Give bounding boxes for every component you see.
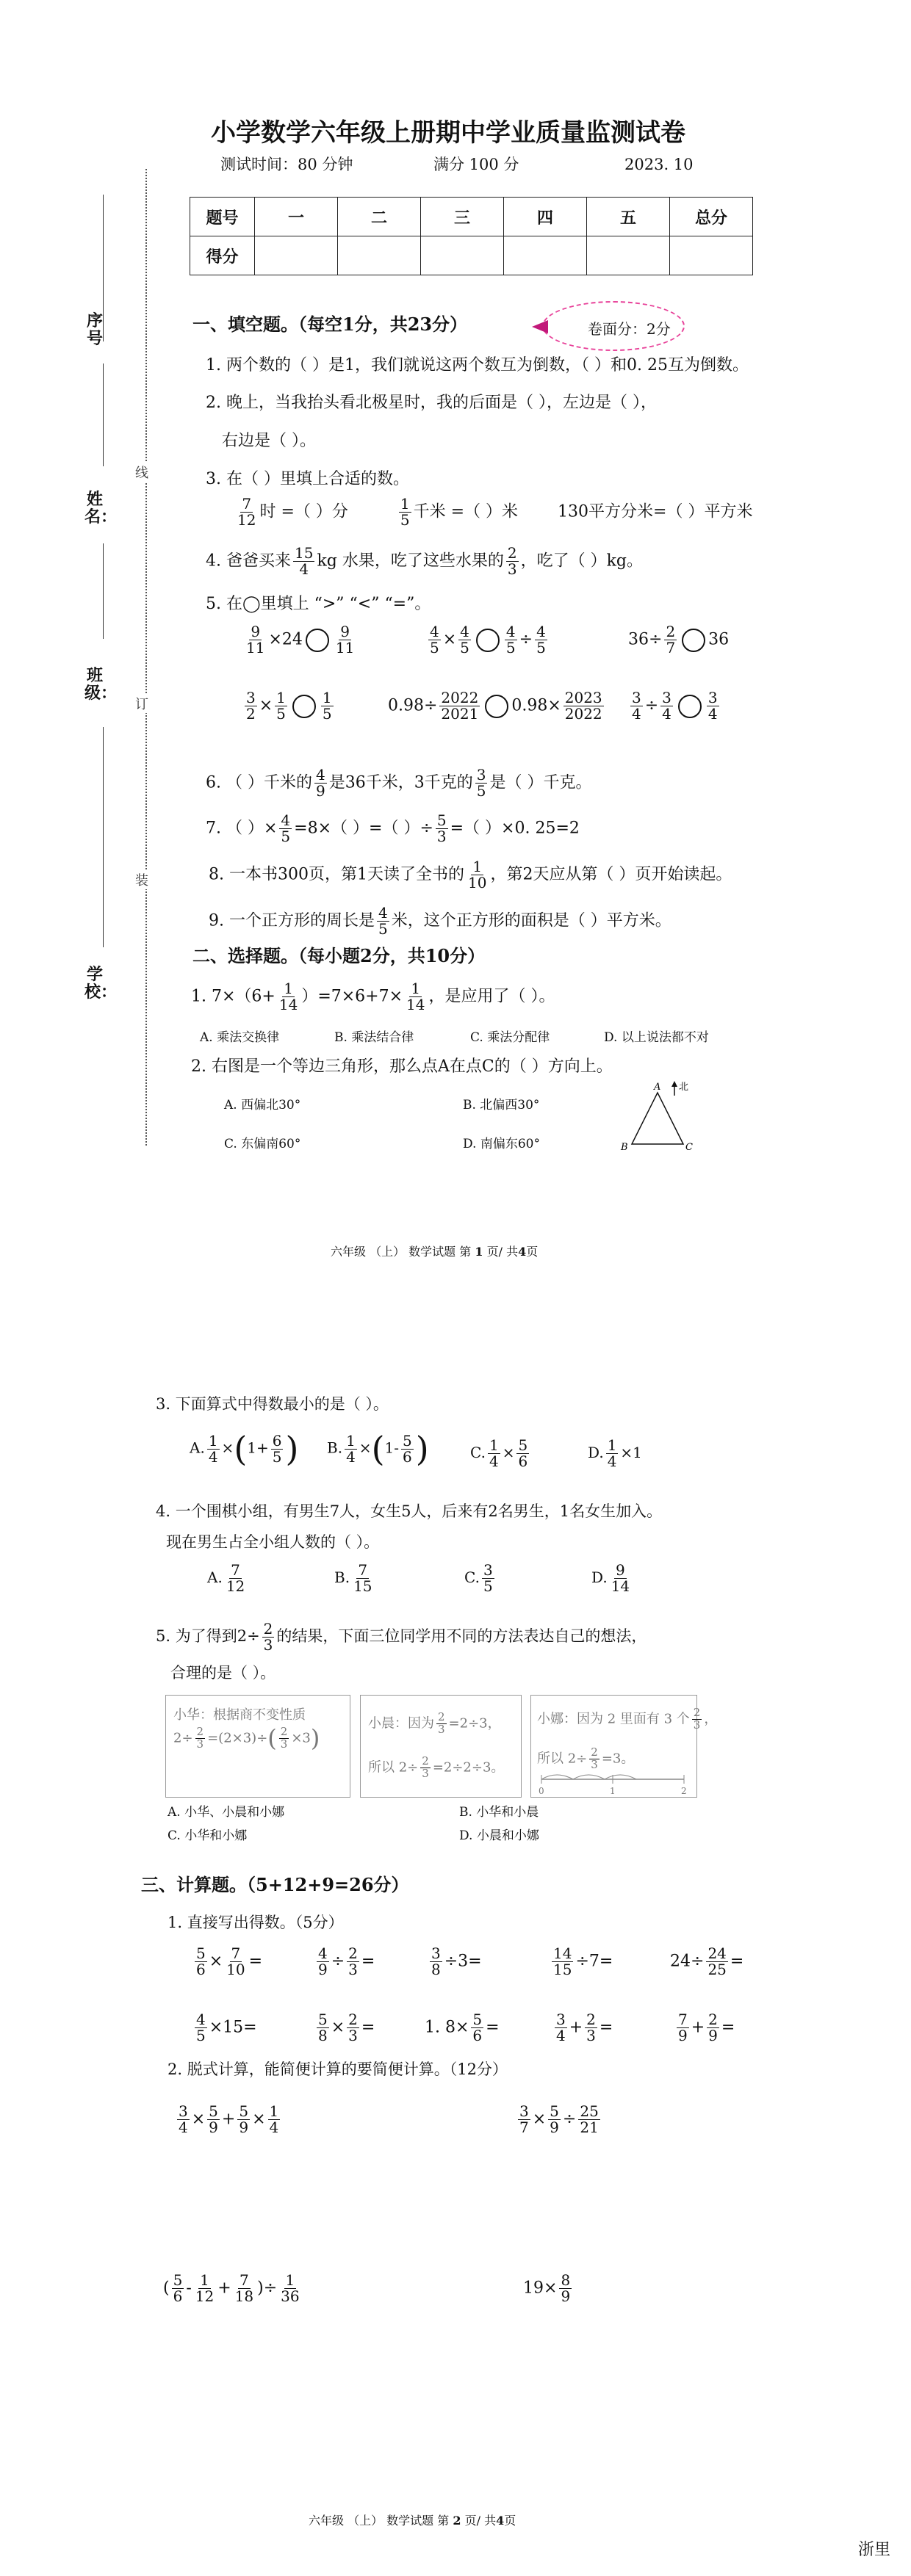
s2-question-2: 2. 右图是一个等边三角形，那么点A在点C的（ ）方向上。 <box>191 1057 613 1076</box>
compare-circle[interactable] <box>476 629 500 652</box>
s1-question-4: 4. 爸爸买来 $\frac{15}{4}$ kg 水果，吃了这些水果的 $\frac{2}{3}$ ，吃了（ ）kg。 <box>206 544 644 578</box>
score-header-cell: 题号 <box>190 198 255 236</box>
tick-label-0: 0 <box>539 1786 544 1795</box>
calc-3: $\frac{3}{8}$ ÷3= <box>431 1944 482 1978</box>
section3-title: 三、计算题。（5+12+9=26分） <box>141 1874 409 1895</box>
point-a-label: A <box>654 1082 661 1093</box>
s2-q1-option[interactable]: C. 乘法分配律 <box>470 1030 550 1045</box>
panel-xiaohua-line1: 小华：根据商不变性质 <box>173 1707 306 1723</box>
calc-5: 24÷ $\frac{24}{25}$ = <box>670 1944 744 1978</box>
s2-q1-option[interactable]: A. 乘法交换律 <box>200 1030 280 1045</box>
s1-question-8: 8. 一本书300页，第1天读了全书的 $\frac{1}{10}$ ，第2天应从第（ ）页开始读起。 <box>209 858 732 891</box>
step-calc-4: 19× $\frac{8}{9}$ <box>523 2271 571 2305</box>
s2-q5-option[interactable]: D. 小晨和小娜 <box>459 1828 539 1843</box>
point-c-label: C <box>685 1142 693 1153</box>
calc-1: $\frac{5}{6}$ × $\frac{7}{10}$ = <box>196 1944 263 1978</box>
compare-circle[interactable] <box>678 695 702 718</box>
score-table <box>190 197 753 275</box>
score-input-cell[interactable] <box>504 236 587 275</box>
ding-mark: 订 <box>135 694 148 713</box>
score-table-header-row <box>190 198 753 236</box>
s1-question-6: 6. （ ）千米的 $\frac{4}{9}$ 是36千米，3千克的 $\frac{3}{5}$ 是（ ）千克。 <box>206 766 592 800</box>
north-arrowhead-icon <box>671 1081 677 1087</box>
s1-question-3-items: $\frac{7}{12}$ 时 =（ ）分 $\frac{1}{5}$ 千米 =（ ）米 130平方分米=（ ）平方米 <box>237 495 753 529</box>
marker-pointer-icon <box>532 320 548 333</box>
s2-q5-option[interactable]: B. 小华和小晨 <box>459 1805 539 1820</box>
score-row-label: 得分 <box>190 236 255 275</box>
class-label: 班级： <box>84 666 118 703</box>
test-date: 2023. 10 <box>624 156 694 173</box>
compare-6: $\frac{3}{4}$ ÷ $\frac{3}{4}$ $\frac{3}{4}$ <box>632 689 718 723</box>
s2-question-1: 1. 7×（6+ $\frac{1}{14}$ ）=7×6+7× $\frac{1}{14}$ ，是应用了（ ）。 <box>191 980 555 1013</box>
page-title: 小学数学六年级上册期中学业质量监测试卷 <box>211 118 685 148</box>
panel-xiaohua <box>165 1695 350 1798</box>
s1-question-7: 7. （ ）× $\frac{4}{5}$ =8×（ ）=（ ）÷ $\frac{5}{3}$ =（ ）×0. 25=2 <box>206 811 580 845</box>
triangle-shape <box>632 1093 683 1144</box>
s2-q2-option[interactable]: C. 东偏南60° <box>224 1137 301 1151</box>
s2-q5-option[interactable]: A. 小华、小晨和小娜 <box>168 1805 285 1820</box>
school-line <box>103 727 104 947</box>
score-input-cell[interactable] <box>421 236 504 275</box>
s2-q2-option[interactable]: D. 南偏东60° <box>463 1137 540 1151</box>
panel-xiaona-line2: 所以 2÷ $\frac{2}{3}$ =3。 <box>537 1745 635 1771</box>
s2-q3-option-a[interactable]: A. $\frac{1}{4}$ ×(1+ $\frac{6}{5}$ ) <box>190 1429 299 1469</box>
s2-question-4b: 现在男生占全小组人数的（ ）。 <box>166 1533 380 1551</box>
s2-q4-option[interactable]: D. $\frac{9}{14}$ <box>591 1561 630 1595</box>
binding-dotted-line <box>145 169 147 1146</box>
compare-1: $\frac{9}{11}$ ×24 $\frac{9}{11}$ <box>246 623 355 656</box>
panel-xiaona <box>530 1695 718 1798</box>
s2-q3-option-b[interactable]: B. $\frac{1}{4}$ ×(1- $\frac{5}{6}$ ) <box>327 1429 429 1469</box>
page1-footer: 六年级 （上） 数学试题 第 1 页/ 共4页 <box>331 1245 539 1259</box>
compare-circle[interactable] <box>682 629 705 652</box>
panel-xiaohua-line2: 2÷ $\frac{2}{3}$ =(2×3)÷( $\frac{2}{3}$ ×3) <box>173 1724 320 1753</box>
s1-question-2a: 2. 晚上，当我抬头看北极星时，我的后面是（ ），左边是（ ）， <box>206 394 657 412</box>
test-time: 测试时间：80 分钟 <box>220 156 353 173</box>
s1-question-5: 5. 在◯里填上 “>” “<” “=”。 <box>206 595 431 613</box>
compare-circle[interactable] <box>485 695 508 718</box>
north-label: 北 <box>679 1082 689 1093</box>
name-label: 姓名： <box>84 490 118 527</box>
tick-label-1: 1 <box>610 1786 616 1795</box>
panel-xiaona-line1: 小娜：因为 2 里面有 3 个 $\frac{2}{3}$ ， <box>537 1706 718 1732</box>
point-b-label: B <box>621 1142 628 1153</box>
compare-5: 0.98÷ $\frac{2022}{2021}$ 0.98× $\frac{2023}{2022}$ <box>388 689 602 723</box>
s1-question-9: 9. 一个正方形的周长是 $\frac{4}{5}$ 米，这个正方形的面积是（ ）平方米。 <box>209 904 671 938</box>
compare-circle[interactable] <box>306 629 329 652</box>
s1-question-1: 1. 两个数的（ ）是1，我们就说这两个数互为倒数，（ ）和0. 25互为倒数。 <box>206 356 749 375</box>
compare-circle[interactable] <box>292 695 316 718</box>
page2-footer: 六年级 （上） 数学试题 第 2 页/ 共4页 <box>309 2514 516 2528</box>
panel-xiaochen-line1: 小晨：因为 $\frac{2}{3}$ =2÷3， <box>368 1710 501 1736</box>
s2-q2-option[interactable]: A. 西偏北30° <box>224 1098 301 1112</box>
s2-q4-option[interactable]: C. $\frac{3}{5}$ <box>464 1561 493 1595</box>
s2-q1-option[interactable]: B. 乘法结合律 <box>334 1030 414 1045</box>
s2-q4-option[interactable]: A. $\frac{7}{12}$ <box>207 1561 245 1595</box>
school-label: 学校： <box>84 965 118 1002</box>
score-input-cell[interactable] <box>670 236 753 275</box>
step-calc-2: $\frac{3}{7}$ × $\frac{5}{9}$ ÷ $\frac{25}{21}$ <box>519 2102 599 2136</box>
s3-question-1: 1. 直接写出得数。（5分） <box>168 1914 344 1931</box>
calc-2: $\frac{4}{9}$ ÷ $\frac{2}{3}$ = <box>318 1944 375 1978</box>
s2-q3-option-d[interactable]: D. $\frac{1}{4}$ ×1 <box>588 1436 642 1470</box>
full-score: 满分 100 分 <box>433 156 519 173</box>
calc-8: 1. 8× $\frac{5}{6}$ = <box>425 2011 500 2044</box>
number-line-arcs <box>541 1775 636 1779</box>
class-line <box>103 543 104 639</box>
score-header-cell: 二 <box>338 198 421 236</box>
s2-q1-option[interactable]: D. 以上说法都不对 <box>604 1030 709 1045</box>
s2-question-3: 3. 下面算式中得数最小的是（ ）。 <box>156 1395 389 1413</box>
step-calc-1: $\frac{3}{4}$ × $\frac{5}{9}$ + $\frac{5}{9}$ × $\frac{1}{4}$ <box>179 2102 279 2136</box>
s2-question-5b: 合理的是（ ）。 <box>170 1664 276 1682</box>
score-input-cell[interactable] <box>587 236 670 275</box>
score-header-cell: 五 <box>587 198 670 236</box>
calc-10: $\frac{7}{9}$ + $\frac{2}{9}$ = <box>678 2011 735 2044</box>
compare-3: 36÷ $\frac{2}{7}$ 36 <box>628 623 730 656</box>
calc-9: $\frac{3}{4}$ + $\frac{2}{3}$ = <box>556 2011 613 2044</box>
step-calc-3: ( $\frac{5}{6}$ - $\frac{1}{12}$ + $\frac{7}{18}$ )÷ $\frac{1}{36}$ <box>163 2271 300 2305</box>
panel-xiaochen-line2: 所以 2÷ $\frac{2}{3}$ =2÷2÷3。 <box>368 1754 505 1780</box>
zhuang-mark: 装 <box>135 870 148 889</box>
number-line-figure <box>537 1772 691 1795</box>
calc-4: $\frac{14}{15}$ ÷7= <box>553 1944 613 1978</box>
score-table-row <box>190 236 753 275</box>
s2-q4-option[interactable]: B. $\frac{7}{15}$ <box>334 1561 372 1595</box>
panel-xiaochen <box>360 1695 522 1798</box>
calc-7: $\frac{5}{8}$ × $\frac{2}{3}$ = <box>318 2011 375 2044</box>
s1-question-2b: 右边是（ ）。 <box>222 432 316 450</box>
score-header-cell: 总分 <box>670 198 753 236</box>
section2-title: 二、选择题。（每小题2分，共10分） <box>192 945 486 966</box>
compare-2: $\frac{4}{5}$ × $\frac{4}{5}$ $\frac{4}{5}$ ÷ $\frac{4}{5}$ <box>430 623 546 656</box>
s1-question-3: 3. 在（ ）里填上合适的数。 <box>206 470 409 488</box>
score-header-cell: 四 <box>504 198 587 236</box>
s2-q2-option[interactable]: B. 北偏西30° <box>463 1098 540 1112</box>
calc-6: $\frac{4}{5}$ ×15= <box>196 2011 257 2044</box>
compare-4: $\frac{3}{2}$ × $\frac{1}{5}$ $\frac{1}{5}$ <box>246 689 332 723</box>
score-header-cell: 三 <box>421 198 504 236</box>
presentation-score-text: 卷面分：2分 <box>588 320 671 338</box>
name-line <box>103 363 104 466</box>
s2-question-5: 5. 为了得到2÷ $\frac{2}{3}$ 的结果，下面三位同学用不同的方法表达自己的想法， <box>156 1620 647 1654</box>
number-label: 序号 <box>86 311 103 349</box>
s3-question-2: 2. 脱式计算，能简便计算的要简便计算。（12分） <box>168 2061 508 2078</box>
s2-q5-option[interactable]: C. 小华和小娜 <box>168 1828 248 1843</box>
section1-title: 一、填空题。（每空1分，共23分） <box>192 314 468 335</box>
score-input-cell[interactable] <box>255 236 338 275</box>
s2-question-4a: 4. 一个围棋小组，有男生7人，女生5人，后来有2名男生，1名女生加入。 <box>156 1502 663 1520</box>
score-input-cell[interactable] <box>338 236 421 275</box>
line-mark: 线 <box>135 463 148 482</box>
triangle-figure <box>617 1079 705 1157</box>
score-header-cell: 一 <box>255 198 338 236</box>
tick-label-2: 2 <box>681 1786 687 1795</box>
s2-q3-option-c[interactable]: C. $\frac{1}{4}$ × $\frac{5}{6}$ <box>470 1436 528 1470</box>
watermark-text: 浙里 <box>858 2541 891 2559</box>
